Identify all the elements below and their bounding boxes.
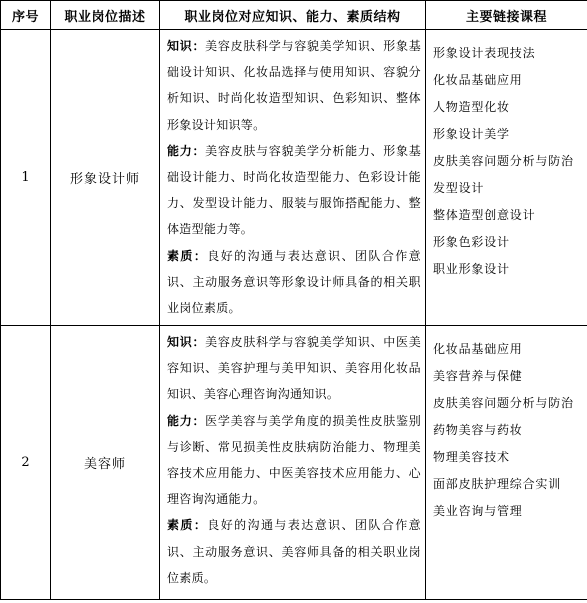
course-item: 形象色彩设计: [433, 235, 510, 249]
course-item: 职业形象设计: [433, 262, 510, 276]
course-item: 化妆品基础应用: [433, 73, 523, 87]
quality-text: 良好的沟通与表达意识、团队合作意识、主动服务意识、美容师具备的相关职业岗位素质。: [167, 518, 421, 585]
ability-label: 能力：: [167, 413, 206, 428]
header-knowledge: 职业岗位对应知识、能力、素质结构: [160, 1, 426, 30]
course-item: 整体造型创意设计: [433, 208, 536, 222]
knowledge-text: 美容皮肤科学与容貌美学知识、中医美容知识、美容护理与美甲知识、美容用化妆品知识、美容心理咨询沟通知识。: [167, 335, 421, 402]
ability-text: 医学美容与美学角度的损美性皮肤鉴别与诊断、常见损美性皮肤病防治能力、物理美容技术应用能力、中医美容技术应用能力、心理咨询沟通能力。: [167, 413, 421, 507]
ability-text: 美容皮肤与容貌美学分析能力、形象基础设计能力、时尚化妆造型能力、色彩设计能力、发型设计能力、服装与服饰搭配能力、整体造型能力等。: [167, 143, 421, 237]
quality-paragraph: [167, 512, 421, 591]
knowledge-paragraph: [167, 329, 421, 408]
course-item: 发型设计: [433, 181, 485, 195]
course-item: 化妆品基础应用: [433, 342, 523, 356]
course-item: 物理美容技术: [433, 450, 510, 464]
header-courses: 主要链接课程: [426, 1, 587, 30]
quality-label: 素质：: [167, 248, 208, 263]
knowledge-label: 知识：: [167, 335, 206, 349]
row-position: 形象设计师: [51, 30, 160, 326]
course-item: 形象设计表现技法: [433, 46, 536, 60]
course-item: 面部皮肤护理综合实训: [433, 477, 562, 491]
course-item: 美业咨询与管理: [433, 504, 523, 518]
row-knowledge-cell: [160, 326, 426, 600]
knowledge-paragraph: [167, 33, 421, 138]
quality-text: 良好的沟通与表达意识、团队合作意识、主动服务意识等形象设计师具备的相关职业岗位素质。: [167, 248, 421, 316]
knowledge-text: 美容皮肤科学与容貌美学知识、形象基础设计知识、化妆品选择与使用知识、容貌分析知识、时尚化妆造型知识、色彩知识、整体形象设计知识等。: [167, 39, 421, 132]
course-item: 药物美容与药妆: [433, 423, 523, 437]
ability-paragraph: [167, 408, 421, 513]
course-item: 人物造型化妆: [433, 100, 510, 114]
row-courses-cell: [426, 326, 587, 600]
knowledge-label: 知识：: [167, 39, 206, 53]
course-item: 皮肤美容问题分析与防治: [433, 154, 574, 168]
row-courses-cell: [426, 30, 587, 326]
ability-paragraph: [167, 138, 421, 243]
row-knowledge-cell: [160, 30, 426, 326]
header-position: 职业岗位描述: [51, 1, 160, 30]
row-seq: 2: [1, 326, 51, 600]
quality-label: 素质：: [167, 518, 208, 533]
course-item: 形象设计美学: [433, 127, 510, 141]
course-item: 皮肤美容问题分析与防治: [433, 396, 574, 410]
quality-paragraph: [167, 243, 421, 322]
header-row: [1, 1, 587, 30]
table-row: [1, 326, 587, 600]
table-row: [1, 30, 587, 326]
course-item: 美容营养与保健: [433, 369, 523, 383]
header-seq: 序号: [1, 1, 51, 30]
row-position: 美容师: [51, 326, 160, 600]
row-seq: 1: [1, 30, 51, 326]
ability-label: 能力：: [167, 143, 206, 158]
